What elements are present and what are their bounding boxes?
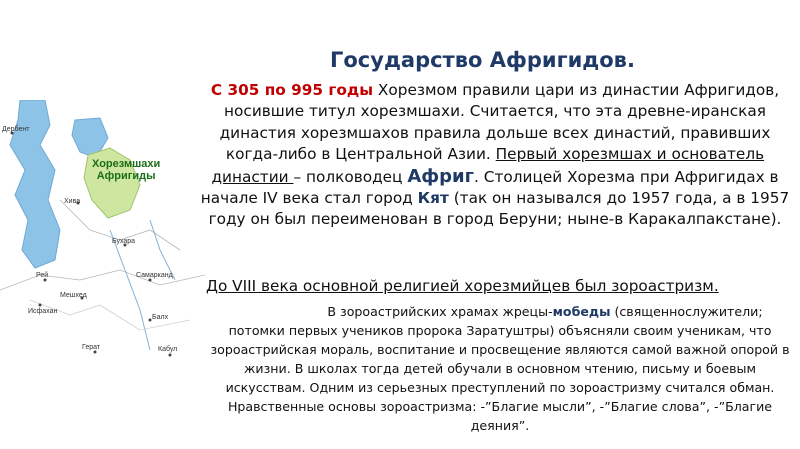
paragraph-dynasty xyxy=(200,80,790,231)
region-label-line1: Хорезмшахи xyxy=(92,158,161,170)
city-label: Мешхед xyxy=(60,292,87,299)
city-label: Кабул xyxy=(158,346,178,353)
city-label: Самарканд xyxy=(136,272,173,279)
city-label: Бухара xyxy=(112,238,136,245)
paragraph-text: (священнослужители; потомки первых учеников пророка Заратуштры) объясняли своим ученикам, что зороастрийская мораль, воспитание и просвещение являются самой важной опорой в жизни. В школах тогда детей обучали в основном чтению, письму и боевым искусствам. Одним из серьезных преступлений по зороастризму считался обман. Нравственные основы зороастризма: -”Благие мысли”, -”Благие слова”, -”Благие деяния”. xyxy=(210,304,790,433)
date-range: С 305 по 995 годы xyxy=(210,81,374,99)
city-label: Рей xyxy=(36,272,49,279)
paragraph-zoroastrianism xyxy=(210,302,790,435)
region-label-line2: Афригиды xyxy=(96,170,156,182)
historical-map xyxy=(0,100,205,360)
paragraph-religion xyxy=(206,276,719,296)
religion-period: . xyxy=(713,277,719,295)
city-dot xyxy=(39,304,42,307)
river xyxy=(150,220,175,280)
map-graphic xyxy=(0,100,205,360)
region-label xyxy=(92,158,160,182)
paragraph-text: В зороастрийских храмах жрецы- xyxy=(327,304,553,319)
river xyxy=(110,230,150,350)
priests-term: мобеды xyxy=(552,304,611,319)
founder-name: Африг xyxy=(407,165,475,187)
capital-name: Кят xyxy=(417,189,449,208)
founder-heading: Первый хорезмшах и основатель династии xyxy=(211,145,765,186)
paragraph-text: (так он назывался до 1957 года, а в 1957 году он был переименован в город Беруни; ныне-в Каракалпакстане). xyxy=(208,189,790,229)
border-line xyxy=(0,270,205,290)
paragraph-text: . Столицей Хорезма при Афригидах в начале IV века стал город xyxy=(200,167,779,208)
city-label: Дербент xyxy=(2,126,30,133)
city-label: Хива xyxy=(64,198,81,205)
city-label: Герат xyxy=(82,344,101,351)
city-label: Балх xyxy=(152,314,169,321)
city-dot xyxy=(169,354,172,357)
city-label: Исфахан xyxy=(28,308,58,315)
paragraph-text: – полководец xyxy=(293,167,408,186)
paragraph-text: Хорезмом правили цари из династии Афригидов, носившие титул хорезмшахи. Считается, что эта древне-иранская династия хорезмшахов правила дольше всех династий, правивших когда-либо в Центральной Азии. xyxy=(219,81,780,164)
religion-text: До VIII века основной религией хорезмийцев был зороастризм xyxy=(206,277,714,295)
page-title: Государство Афригидов. xyxy=(330,48,635,72)
